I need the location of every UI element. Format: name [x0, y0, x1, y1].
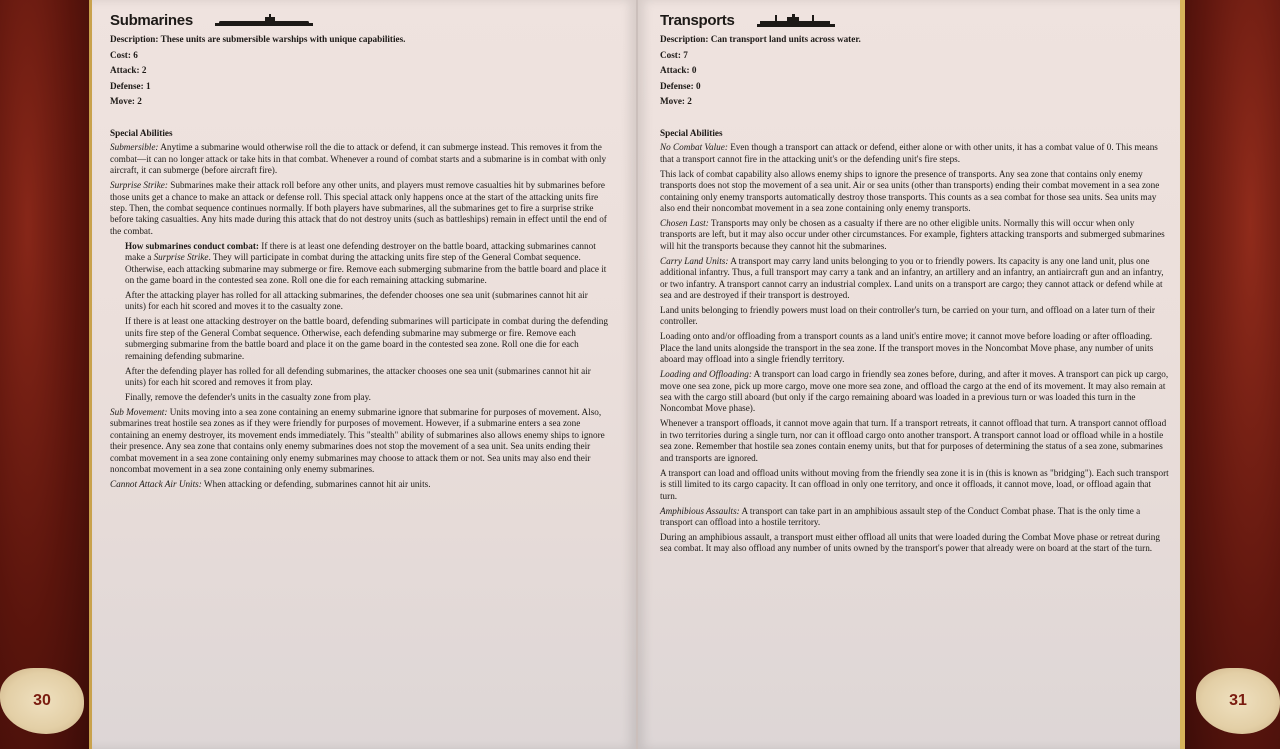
page-number-right: 31 — [1196, 668, 1280, 734]
submarine-silhouette-icon — [215, 14, 313, 28]
special-abilities-heading: Special Abilities — [110, 127, 173, 138]
paragraph: This lack of combat capability also allows enemy ships to ignore the presence of transports. Any sea zone that contains only enemy transports does not stop the movement of a sea unit. Air or sea units (other than transports) ending their combat movement in a sea zone containing only enemy transports automatically destroy those transports. This counts as a sea combat for those sea units. Sea units may also end their noncombat movement in a sea zone containing only enemy transports. — [660, 168, 1160, 213]
defense: Defense: 1 — [110, 80, 151, 91]
paragraph: How submarines conduct combat: If there is at least one defending destroyer on the battle board, attacking submarines cannot make a Surprise Strike. They will participate in combat during the attacking units fire step of the General Combat sequence. Otherwise, each attacking submarine may submerge or fire. Remove each submerging submarine from the battle board and place it on the game board in the contested sea zone. Roll one die for each remaining attacking submarine. — [125, 240, 607, 286]
transports-section — [660, 8, 1170, 558]
attack: Attack: 0 — [660, 65, 697, 76]
paragraph: Amphibious Assaults: A transport can take part in an amphibious assault step of the Conduct Combat phase. That is the only time a transport can offload into a hostile territory. — [660, 505, 1141, 527]
paragraph: Cannot Attack Air Units: When attacking or defending, submarines cannot hit air units. — [110, 479, 431, 490]
section-title: Transports — [660, 12, 735, 30]
special-abilities-heading: Special Abilities — [660, 127, 723, 138]
paragraph: During an amphibious assault, a transport must either offload all units that were loaded during the Combat Move phase or retreat during sea combat. It may also offload any number of units owned by the transport's power that already were on board at the start of the turn. — [660, 531, 1160, 554]
transport-ship-silhouette-icon — [757, 14, 835, 28]
left-border — [0, 0, 92, 749]
right-border — [1182, 0, 1280, 749]
paragraph: Loading onto and/or offloading from a transport counts as a land unit's entire move; it cannot move before loading or after offloading. Place the land units alongside the transport in the sea zone. If the transport moves in the Noncombat Move phase, any number of units aboard may offload into a single friendly territory. — [660, 331, 1154, 365]
paragraph: Carry Land Units: A transport may carry land units belonging to you or to friendly powers. Its capacity is any one land unit, plus one additional infantry. Thus, a full transport may carry a tank and an infantry, an artillery and an infantry, an antiaircraft gun and an infantry, or two infantry. A transport cannot carry an industrial complex. Land units on a transport are cargo; they cannot attack or defend while at sea and are destroyed if their transport is destroyed. — [660, 255, 1164, 301]
paragraph: Chosen Last: Transports may only be chosen as a casualty if there are no other eligible units. Normally this will occur when only transports are left, but it may also occur under other circumstances. For example, fighters attacking transports and submerged submarines will hit the transports because they cannot hit the submarines. — [660, 218, 1165, 251]
page-number-left: 30 — [0, 668, 84, 734]
page-gutter — [636, 0, 638, 749]
defense: Defense: 0 — [660, 80, 701, 91]
move: Move: 2 — [660, 96, 692, 107]
paragraph: Sub Movement: Units moving into a sea zone containing an enemy submarine ignore that submarine for purposes of movement. Also, submarines treat hostile sea zones as if they were friendly for purposes of movement. However, if a submarine enters a sea zone containing an enemy destroyer, its movement ends immediately. This "stealth" ability of submarines also allows enemy ships to ignore their presence. Any sea zone that contains only enemy submarines does not stop the movement of a sea unit. Sea units ending their combat movement in a sea zone containing only enemy submarines may choose to attack them or not. Sea units may also end their noncombat movement in a sea zone containing only enemy submarines. — [110, 407, 605, 475]
paragraph: Loading and Offloading: A transport can load cargo in friendly sea zones before, during, and after it moves. A transport can pick up cargo, move one sea zone, pick up more cargo, move one more sea zone, and offload the cargo at the end of its movement. It may also remain at sea with the cargo still aboard (but only if the cargo remaining aboard was loaded in a previous turn or was loaded this turn in the Noncombat Move phase). — [660, 369, 1169, 414]
paragraph: If there is at least one attacking destroyer on the battle board, defending submarines will participate in combat during the defending units fire step of the General Combat sequence. Otherwise, each defending submarine may submerge or fire. Remove each submerging submarine from the battle board and place it on the game board in the contested sea zone. Roll one die for each remaining defending submarine. — [125, 316, 608, 361]
description: Description: These units are submersible warships with unique capabilities. — [110, 34, 406, 44]
move: Move: 2 — [110, 96, 142, 107]
section-title: Submarines — [110, 12, 193, 30]
paragraph: Finally, remove the defender's units in the casualty zone from play. — [125, 392, 371, 403]
paragraph: Submersible: Anytime a submarine would otherwise roll the die to attack or defend, it can submerge instead. This removes it from the combat—it can no longer attack or take hits in that combat. Whenever a round of combat starts and a submarine is in combat with only aircraft, it can submerge (before aircraft fire). — [110, 142, 607, 176]
paragraph: No Combat Value: Even though a transport can attack or defend, either alone or with other units, it has a combat value of 0. This means that a transport cannot fire in the attacking unit's or the defending unit's fire steps. — [660, 142, 1158, 164]
submarines-section — [110, 8, 610, 494]
cost: Cost: 7 — [660, 49, 688, 60]
paragraph: After the defending player has rolled for all defending submarines, the attacker chooses one sea unit (submarines cannot hit air units) for each hit scored and removes it from play. — [125, 365, 591, 388]
paragraph: Whenever a transport offloads, it cannot move again that turn. If a transport retreats, it cannot offload that turn. A transport cannot offload in two territories during a single turn, nor can it offload cargo onto another transport. A transport cannot load or offload while in a hostile sea zone. Remember that hostile sea zones contain enemy units, but that for purposes of determining the status of a sea zone, submarines and transports are ignored. — [660, 418, 1167, 463]
paragraph: After the attacking player has rolled for all attacking submarines, the defender chooses one sea unit (submarines cannot hit air units) for each hit scored and moves it to the casualty zone. — [125, 290, 588, 312]
paragraph: Surprise Strike: Submarines make their attack roll before any other units, and players must remove casualties hit by submarines before those units get a chance to make an attack or defense roll. This special attack only happens once at the start of the attacking units fire step. Then, the combat sequence continues normally. If both players have submarines, all the submarines get to fire a surprise strike before taking casualties. Any hits made during this attack that do not destroy units (such as battleships) remain in effect until the end of the combat. — [110, 180, 607, 236]
paragraph: A transport can load and offload units without moving from the friendly sea zone it is in (this is known as "bridging"). Each such transport is still limited to its cargo capacity. It can offload in only one territory, and once it offloads, it cannot move, load, or offload again that turn. — [660, 467, 1169, 501]
cost: Cost: 6 — [110, 49, 138, 60]
right-frame-line — [1180, 0, 1185, 749]
description: Description: Can transport land units across water. — [660, 34, 861, 44]
paragraph: Land units belonging to friendly powers must load on their controller's turn, be carried on your turn, and offload on a later turn of their controller. — [660, 305, 1155, 327]
attack: Attack: 2 — [110, 65, 147, 76]
